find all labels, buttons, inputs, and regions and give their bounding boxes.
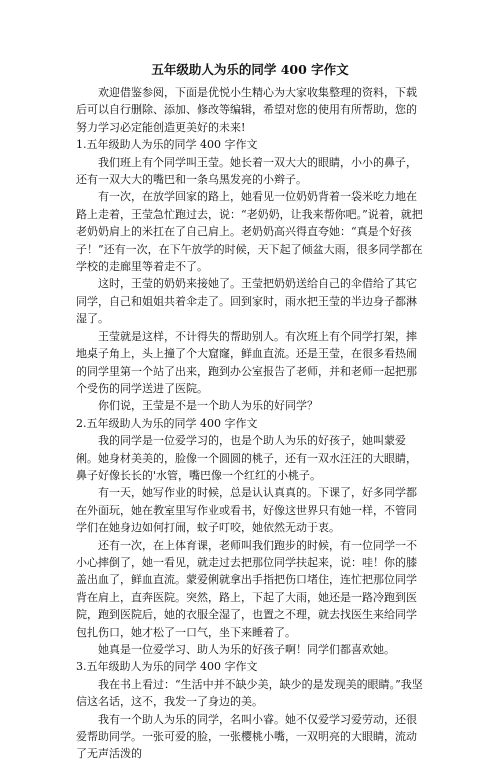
paragraph: 还有一次，在上体育课，老师叫我们跑步的时候，有一位同学一不小心摔倒了，她一看见，就走过去把那位同学扶起来，说：哇！你的膝盖出血了，鲜血直流。蒙爱俐就拿出手指把伤口堵住，连忙把那位同学背在肩上，直奔医院。突然，路上，下起了大雨，她还是一路冷跑到医院，跑到医院后，她的衣服全湿了，也置之不理，就去找医生来给同学包扎伤口，她才松了一口气，坐下来睡着了。 (76, 538, 417, 639)
page-title: 五年级助人为乐的同学 400 字作文 (151, 62, 349, 77)
paragraph: 我有一个助人为乐的同学，名叫小睿。她不仅爱学习爱劳动，还很爱帮助同学。一张可爱的脸，一张樱桃小嘴，一双明亮的大眼睛，流动了无声活泼的 (76, 712, 417, 761)
paragraph: 这时，王莹的奶奶来接她了。王莹把奶奶送给自己的伞借给了其它同学，自己和姐姐共着伞走了。回到家时，雨水把王莹的半边身子都淋湿了。 (76, 277, 417, 326)
paragraph: 有一天，她写作业的时候，总是认认真真的。下课了，好多同学都在外面玩，她在教室里写作业或看书，好像这世界只有她一样，不管同学们在她身边如何打闹，蚊子叮咬，她依然无动于衷。 (76, 486, 417, 535)
intro-paragraph: 欢迎借鉴参阅，下面是优悦小生精心为大家收集整理的资料，下载后可以自行删除、添加、修改等编辑，希望对您的使用有所帮助，您的努力学习必定能创造更美好的未来! (76, 86, 417, 134)
paragraph: 我在书上看过：“生活中并不缺少美，缺少的是发现美的眼睛。”我坚信这名话，这不，我发一了身边的美。 (76, 677, 423, 709)
paragraph: 有一次，在放学回家的路上，她看见一位奶奶背着一袋米吃力地在路上走着，王莹急忙跑过去，说：“老奶奶，让我来帮你吧。”说着，就把老奶奶肩上的米扛在了自己肩上。老奶奶高兴得直夸她：“真是个好孩子！”还有一次，在下午放学的时候，天下起了倾盆大雨，很多同学都在学校的走廊里等着走不了。 (76, 190, 423, 274)
section-1 (76, 136, 424, 415)
paragraph: 我的同学是一位爱学习的，也是个助人为乐的好孩子，她叫蒙爱俐。她身材美美的，脸像一个圆圆的桃子，还有一双水汪汪的大眼睛，鼻子好像长长的'水管，嘴巴像一个红红的小桃子。 (76, 434, 417, 482)
section-heading: 2.五年级助人为乐的同学 400 字作文 (76, 416, 258, 430)
section-heading: 1.五年级助人为乐的同学 400 字作文 (76, 138, 258, 152)
paragraph: 她真是一位爱学习、助人为乐的好孩子啊！同学们都喜欢她。 (98, 643, 395, 656)
paragraph: 王莹就是这样，不计得失的帮助别人。有次班上有个同学打架，摔地桌子角上，头上撞了个大窟窿，鲜血直流。还是王莹，在很多看热闹的同学里第一个站了出来，跑到办公室报告了老师，并和老师一起把那个受伤的同学送进了医院。 (76, 329, 417, 395)
section-2 (76, 415, 424, 659)
section-3 (76, 658, 424, 762)
paragraph: 你们说，王莹是不是一个助人为乐的好同学？ (98, 399, 318, 413)
section-heading: 3.五年级助人为乐的同学 400 字作文 (76, 660, 258, 674)
paragraph: 我们班上有个同学叫王莹。她长着一双大大的眼睛，小小的鼻子，还有一双大大的嘴巴和一条乌黑发亮的小辫子。 (76, 155, 417, 187)
